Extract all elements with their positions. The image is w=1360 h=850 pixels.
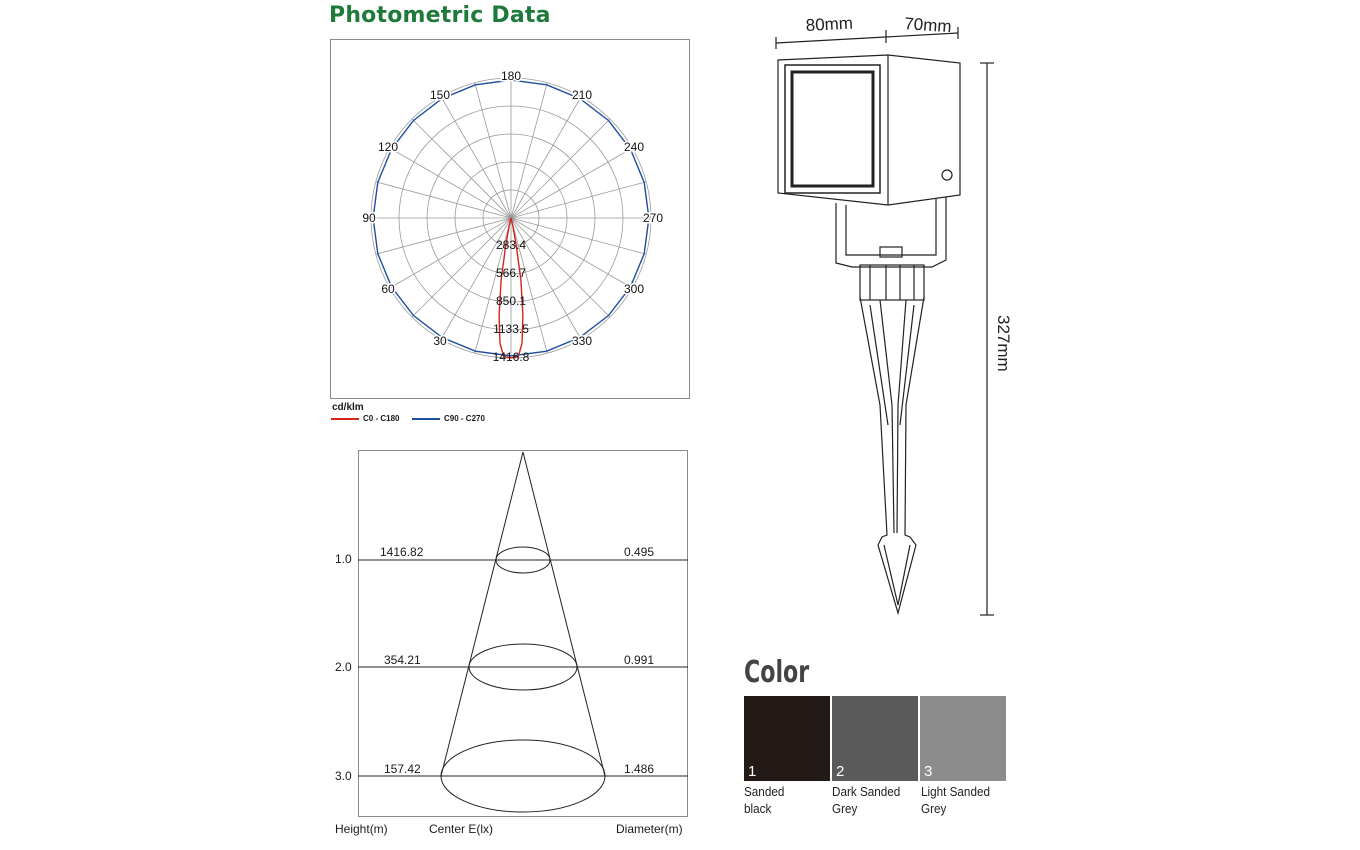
swatch-number: 3: [924, 763, 933, 780]
color-section-title: Color: [744, 655, 810, 690]
polar-spoke: [511, 182, 646, 218]
polar-angle-label: 120: [377, 140, 399, 154]
legend-label: C0 - C180: [363, 414, 400, 423]
polar-unit-label: cd/klm: [332, 402, 364, 413]
diameter-label: 0.495: [624, 545, 655, 559]
polar-spoke: [441, 97, 511, 218]
polar-spoke: [376, 218, 511, 254]
polar-angle-label: 330: [571, 334, 593, 348]
lamp-head: [778, 55, 960, 205]
swatch-name-3: Light Sanded Grey: [921, 784, 990, 816]
height-label: 1.0: [335, 552, 352, 566]
legend-swatch-blue: [412, 418, 440, 420]
height-label: 3.0: [335, 769, 352, 783]
polar-radial-label: 1133.5: [493, 322, 529, 336]
color-swatch-2[interactable]: [832, 696, 918, 781]
polar-spoke: [511, 119, 610, 218]
polar-angle-label: 270: [642, 211, 664, 225]
polar-spoke: [511, 148, 632, 218]
polar-radial-label: 566.7: [495, 266, 527, 280]
legend-swatch-red: [331, 418, 359, 420]
polar-spoke: [511, 218, 646, 254]
polar-angle-label: 180: [500, 69, 522, 83]
color-swatch-3[interactable]: [920, 696, 1006, 781]
footer-height-label: Height(m): [335, 822, 388, 836]
product-drawing: [760, 5, 1050, 625]
depth-dimension: 70mm: [903, 14, 953, 37]
polar-angle-label: 240: [623, 140, 645, 154]
footer-diameter-label: Diameter(m): [616, 822, 683, 836]
swatch-number: 1: [748, 763, 757, 780]
ground-spike: [860, 297, 924, 613]
polar-spoke: [475, 83, 511, 218]
polar-radial-label: 850.1: [495, 294, 527, 308]
polar-angle-label: 30: [433, 334, 447, 348]
diameter-label: 0.991: [624, 653, 655, 667]
polar-angle-label: 150: [429, 88, 451, 102]
legend-item-c0-c180: [331, 414, 399, 423]
diameter-label: 1.486: [624, 762, 655, 776]
page-title: Photometric Data: [329, 3, 551, 28]
polar-spoke: [511, 218, 632, 288]
polar-spoke: [390, 148, 511, 218]
polar-spoke: [511, 83, 547, 218]
height-label: 2.0: [335, 660, 352, 674]
polar-spoke: [412, 119, 511, 218]
swatch-name-2: Dark Sanded Grey: [832, 784, 901, 816]
polar-diagram-frame: [330, 39, 690, 399]
lux-label: 157.42: [384, 762, 421, 776]
lux-label: 354.21: [384, 653, 421, 667]
polar-angle-label: 60: [381, 282, 395, 296]
polar-angle-label: 90: [362, 211, 376, 225]
polar-angle-label: 300: [623, 282, 645, 296]
swatch-number: 2: [836, 763, 845, 780]
polar-radial-label: 1416.8: [492, 350, 530, 364]
height-dimension: 327mm: [994, 315, 1013, 372]
polar-spoke: [511, 97, 581, 218]
polar-angle-label: 210: [571, 88, 593, 102]
legend-label: C90 - C270: [444, 414, 485, 423]
cone-diagram: [330, 440, 710, 850]
legend-item-c90-c270: [412, 414, 485, 423]
cone-edge: [441, 452, 523, 776]
footer-lux-label: Center E(lx): [429, 822, 494, 836]
lux-label: 1416.82: [380, 545, 424, 559]
polar-radial-label: 283.4: [495, 238, 527, 252]
color-swatch-1[interactable]: [744, 696, 830, 781]
polar-spoke: [390, 218, 511, 288]
polar-diagram: [331, 40, 689, 398]
cone-edge: [523, 452, 605, 776]
swatch-name-1: Sanded black: [744, 784, 785, 816]
width-dimension: 80mm: [805, 13, 854, 35]
polar-spoke: [376, 182, 511, 218]
